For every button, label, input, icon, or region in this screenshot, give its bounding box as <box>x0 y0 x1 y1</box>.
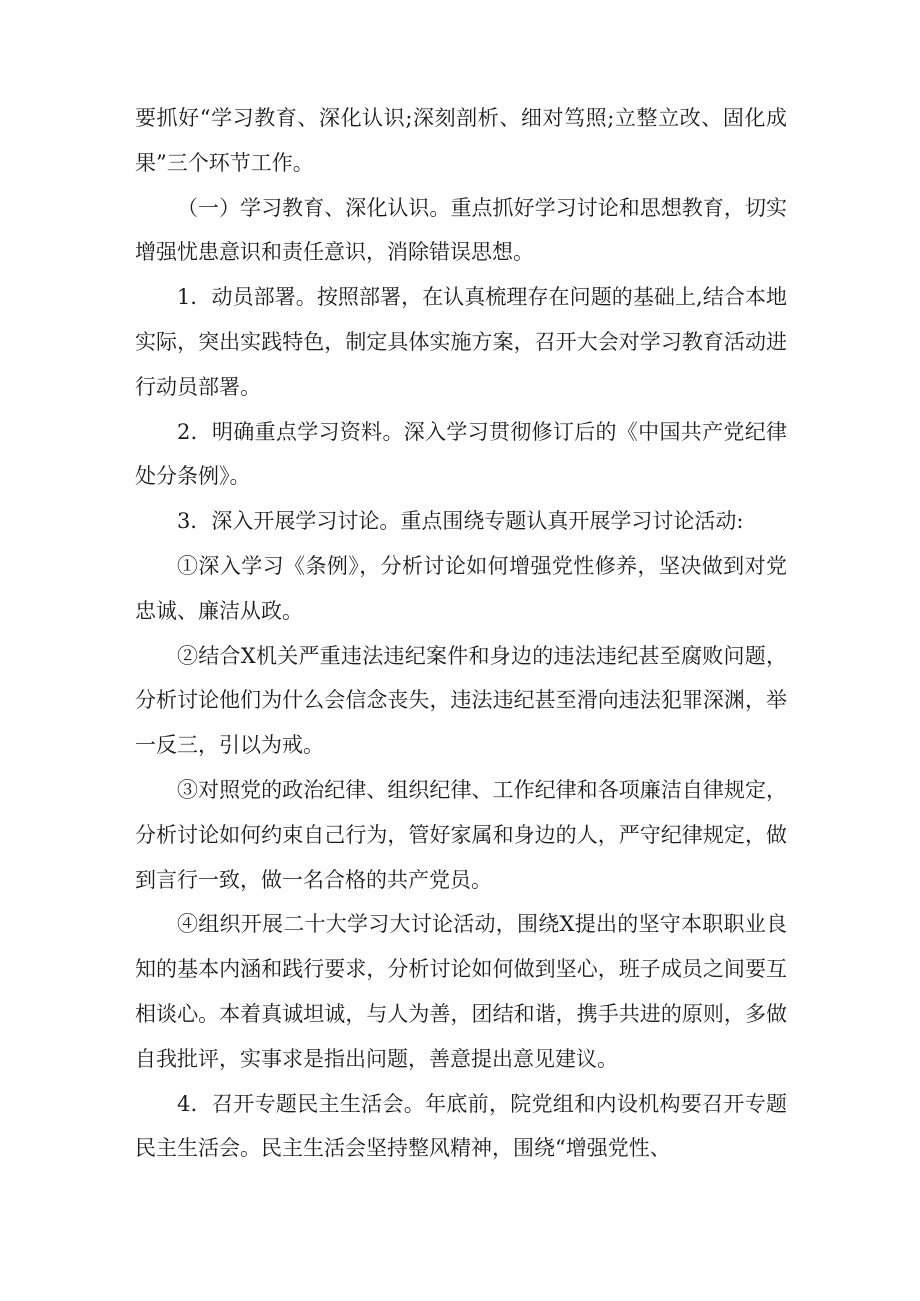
paragraph-subitem-2: ②结合X机关严重违法违纪案件和身边的违法违纪甚至腐败问题，分析讨论他们为什么会信念丧失，违法违纪甚至滑向违法犯罪深渊，举一反三，引以为戒。 <box>135 643 787 758</box>
paragraph-item-3: 3．深入开展学习讨论。重点围绕专题认真开展学习讨论活动: <box>177 509 744 534</box>
paragraph-item-2: 2．明确重点学习资料。深入学习贯彻修订后的《中国共产党纪律处分条例》。 <box>135 419 787 489</box>
paragraph-subitem-4: ④组织开展二十大学习大讨论活动，围绕X提出的坚守本职职业良知的基本内涵和践行要求，分析讨论如何做到坚心，班子成员之间要互相谈心。本着真诚坦诚，与人为善，团结和谐，携手共进的原则，多做自我批评，实事求是指出问题，善意提出意见建议。 <box>135 912 787 1071</box>
paragraph-item-1: 1．动员部署。按照部署，在认真梳理存在问题的基础上,结合本地实际，突出实践特色，制定具体实施方案，召开大会对学习教育活动进行动员部署。 <box>135 285 787 399</box>
paragraph-intro: 要抓好“学习教育、深化认识;深刻剖析、细对笃照;立整立改、固化成果”三个环节工作。 <box>135 106 787 175</box>
paragraph-subitem-3: ③对照党的政治纪律、组织纪律、工作纪律和各项廉洁自律规定，分析讨论如何约束自己行为，管好家属和身边的人，严守纪律规定，做到言行一致，做一名合格的共产党员。 <box>135 777 787 892</box>
paragraph-item-4: 4．召开专题民主生活会。年底前，院党组和内设机构要召开专题民主生活会。民主生活会坚持整风精神，围绕“增强党性、 <box>135 1091 787 1161</box>
document-page <box>135 96 787 1171</box>
paragraph-subitem-1: ①深入学习《条例》，分析讨论如何增强党性修养，坚决做到对党忠诚、廉洁从政。 <box>135 553 787 623</box>
paragraph-section-1: （一）学习教育、深化认识。重点抓好学习讨论和思想教育，切实增强忧患意识和责任意识，消除错误思想。 <box>135 195 787 265</box>
